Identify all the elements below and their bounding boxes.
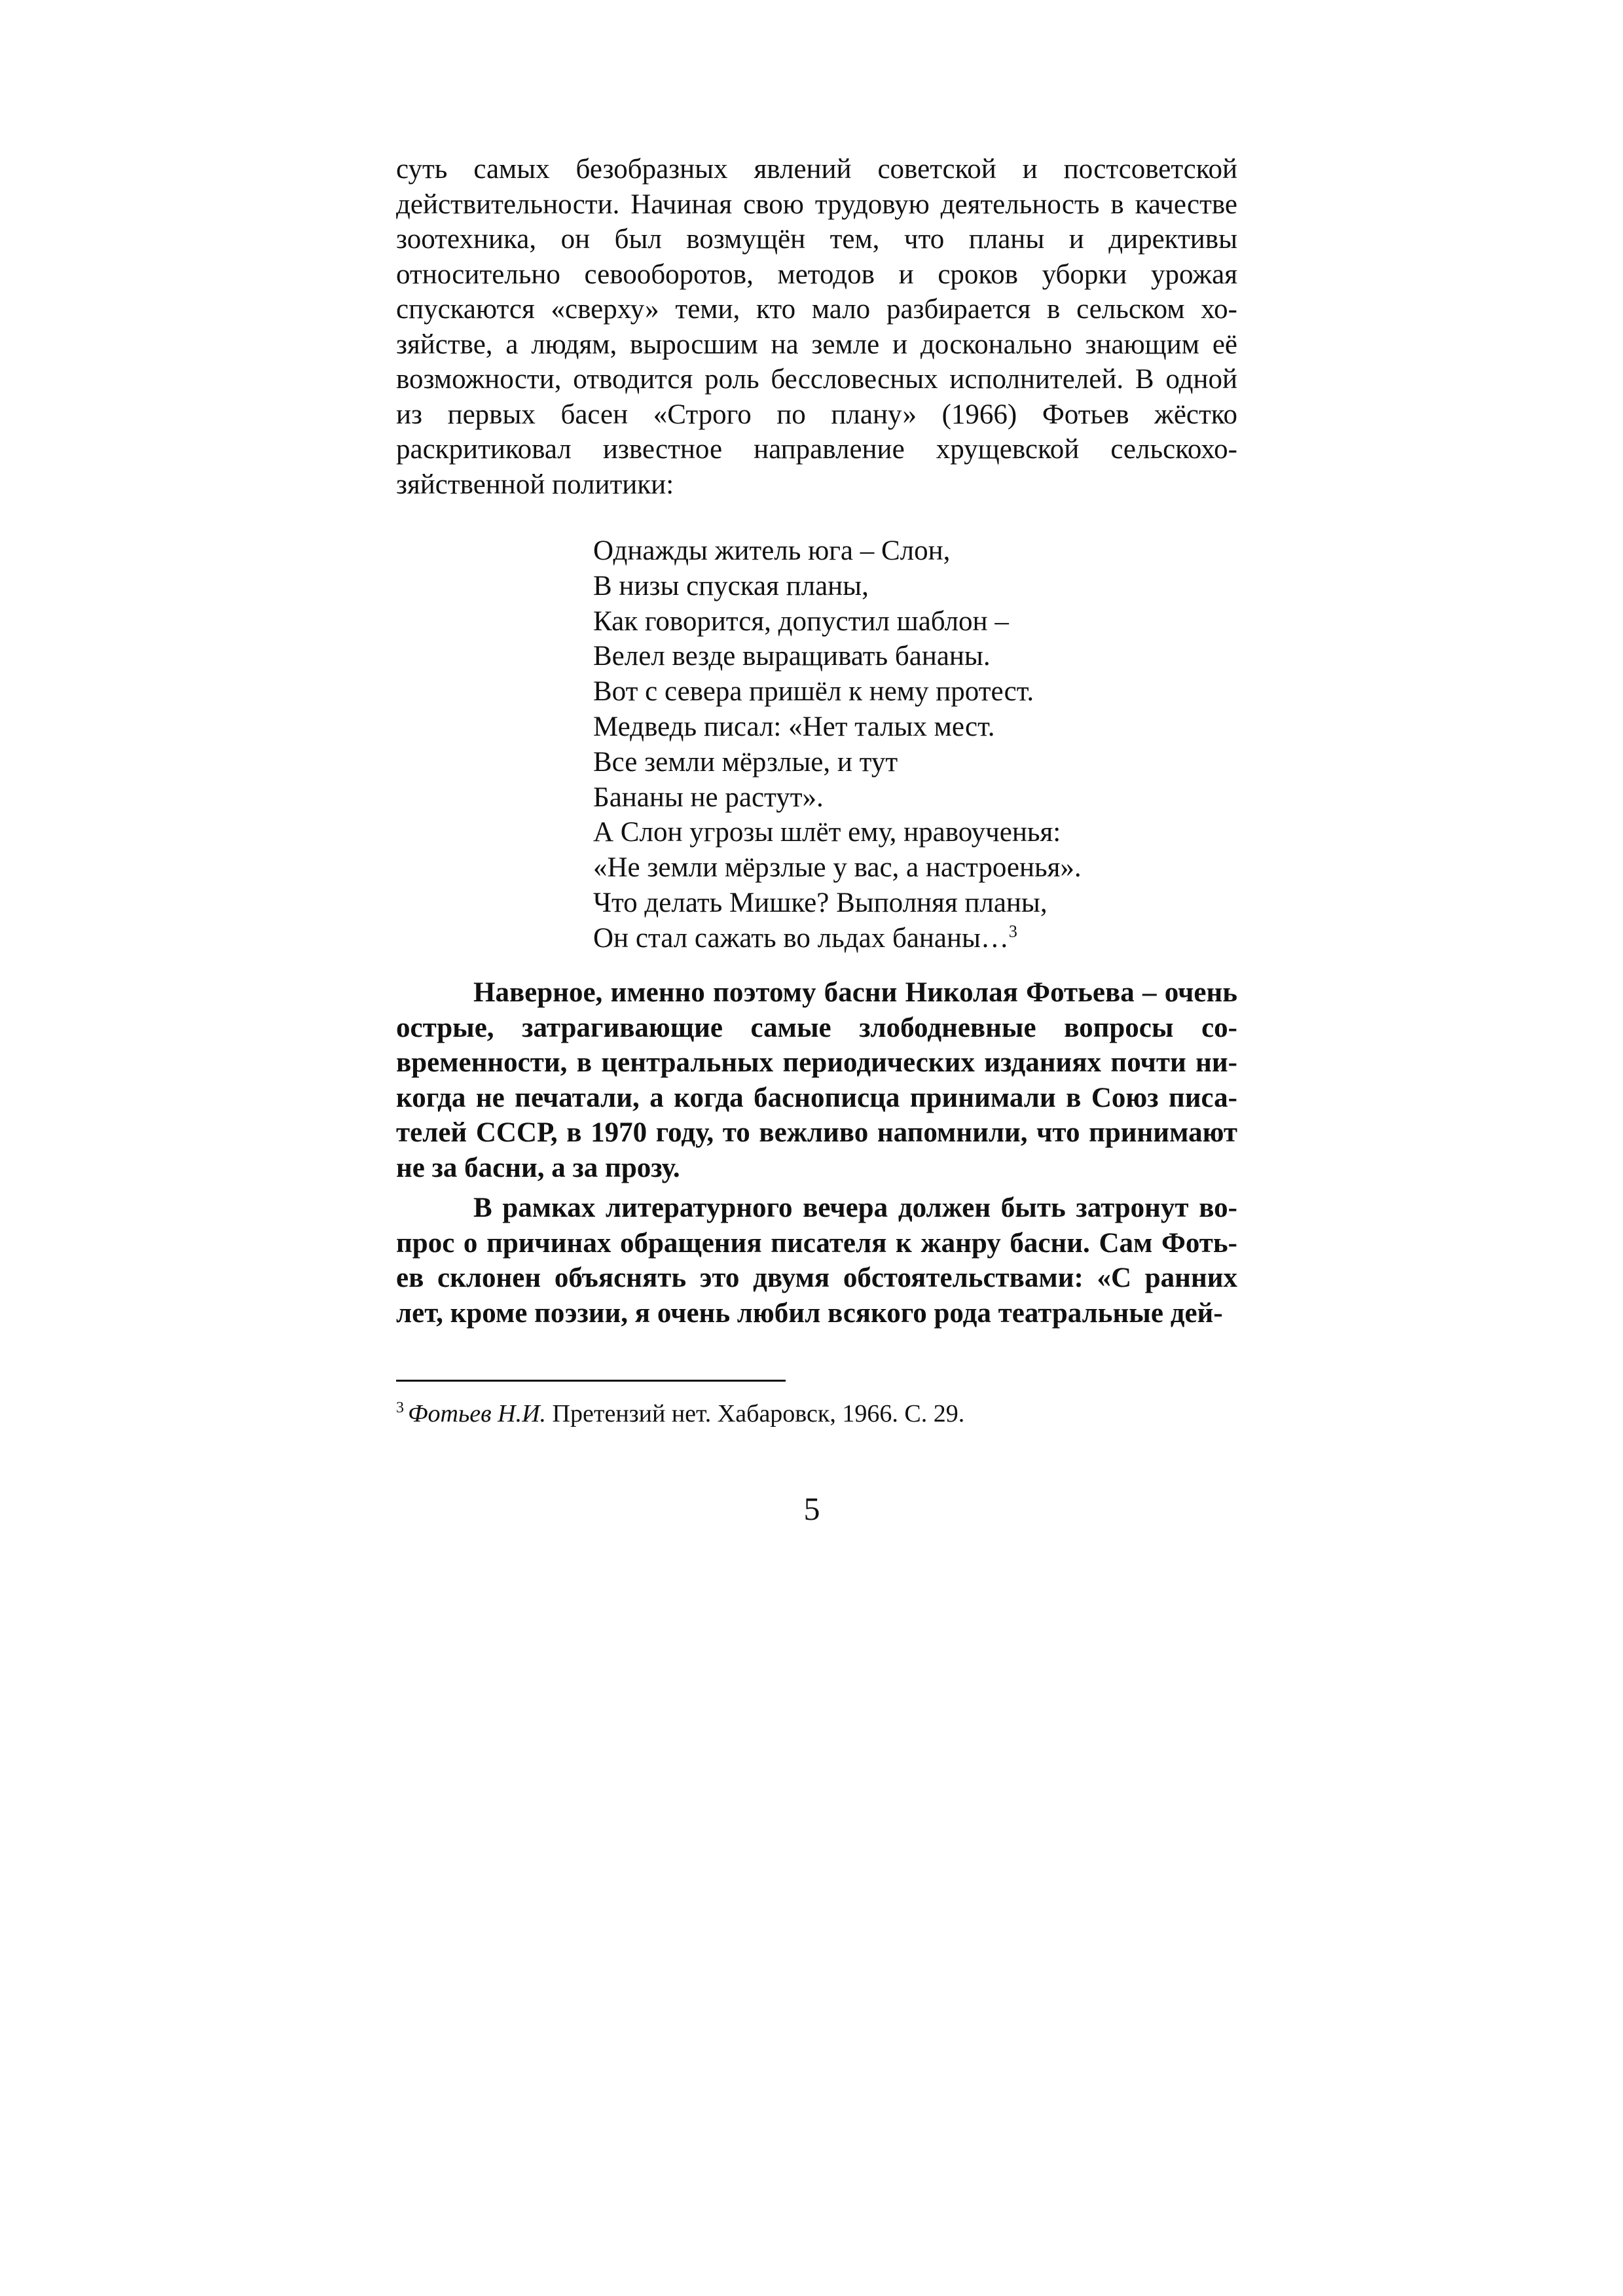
poem-line: Все земли мёрзлые, и тут [593,746,898,778]
poem-line: Как говорится, допустил шаблон – [593,605,1009,637]
poem-line: Что делать Мишке? Выполняя планы, [593,887,1048,918]
paragraph-fable-publication: Наверное, именно поэтому басни Николая Фотьева – очень острые, затрагивающие самые злободневные вопросы современности, в центральных периодических изданиях почти никогда не печатали, а когда баснописца принимали в Союз писателей СССР, в 1970 году, то вежливо напомнили, что принимают не за басни, а за прозу. [396,977,1237,1183]
footnote-reference-marker: 3 [1008,922,1017,941]
footnote-text: Претензий нет. Хабаровск, 1966. С. 29. [546,1400,965,1427]
bold-body-text [396,975,1237,1331]
poem-line: Вот с севера пришёл к нему протест. [593,676,1034,708]
poem-line: А Слон угрозы шлёт ему, нравоученья: [593,817,1061,848]
footnote-marker: 3 [396,1399,404,1417]
footnote-separator [396,1380,786,1382]
footnote [396,1398,1237,1429]
poem-line: В низы спуская планы, [593,570,869,601]
paragraph-genre-question: В рамках литературного вечера должен быть затронут вопрос о причинах обращения писателя к жанру басни. Сам Фотьев склонен объяснять это двумя обстоятельствами: «С ранних лет, кроме поэзии, я очень любил всякого рода театральные дей- [396,1193,1237,1329]
page-number: 5 [803,1490,820,1527]
poem-line: «Не земли мёрзлые у вас, а настроенья». [593,852,1082,884]
poem-line: Однажды житель юга – Слон, [593,535,951,566]
fable-poem [593,533,1182,956]
footnote-author: Фотьев Н.И. [408,1400,547,1427]
intro-paragraph: суть самых безобразных явлений советской и постсоветской действительности. Начиная свою трудовую деятельность в качестве зоотехника, он был возмущён тем, что планы и директивы относительно севооборотов, методов и сроков уборки урожая спускаются «сверху» теми, кто мало разбирается в сельском хозяйстве, а людям, выросшим на земле и досконально знающим её возможности, отводится роль бессловесных исполнителей. В одной из первых басен «Строго по плану» (1966) Фотьев жёстко раскритиковал известное направление хрущевской сельскохозяйственной политики: [396,154,1237,500]
poem-line: Бананы не растут». [593,781,824,813]
poem-last-line [593,921,1182,956]
poem-line: Медведь писал: «Нет талых мест. [593,711,995,742]
poem-line-text: Он стал сажать во льдах бананы… [593,922,1009,954]
poem-line: Велел везде выращивать бананы. [593,641,991,672]
